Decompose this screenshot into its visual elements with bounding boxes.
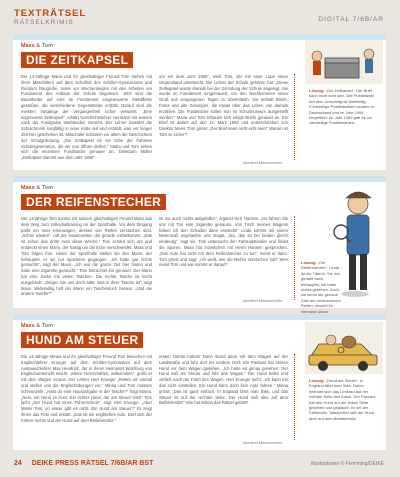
divider xyxy=(294,216,296,300)
article-signature: Manfred Mainzerhöfer xyxy=(243,298,283,303)
solution-text: „Der Reifenstecher“: Linda ist die Täterin. Sie hat gerade noch behauptet, sie habe nichts gesehen. Doch sie kennt die genaue Zahl der zerstochenen Reifen, obwohl ihr niemand davon xyxy=(301,260,341,314)
header-right-label: DIGITAL 7/6B/AR xyxy=(318,16,384,23)
solution-heading: Lösung: xyxy=(309,88,325,93)
solution-heading: Lösung: xyxy=(301,260,317,265)
article-column-2: um ein dem Jahr 1960“, weiß Tom, der mit einer Lupe einen Gegenstand untersucht. Die Lehrer der Schule gehören hat. „Diese Zeitkapsel wurde damals bei der Gründung der Schule angelegt. Sie wurde im Fundament eingemauert, um den Nachkommen einen Gruß aus vergangenen Tagen zu übermitteln. Sie enthält Briefe, Fotos und alte Zeitungen, die etwas über das Leben von damals erzählen. Die Fundstücke sollen nun im Schulmuseum ausgestellt werden.“ Maria und Tom schauen sich einige Briefe genauer an. Ein Brief ist datiert auf den 12. März 1960 und unterschrieben von Direktor Meier. Tom grinst: „Der Brief kann nicht echt sein!“ Warum ist Tom so sicher? xyxy=(159,74,288,137)
article-card-zeitkapsel xyxy=(13,34,386,170)
section-title: TEXTRÄTSEL xyxy=(14,8,87,19)
article-column-1: Der 14-jährige Tom kommt mit seinem gleichaltrigen Freund Maxx aus dem Weg zum Volleyballtraining an der Sporthalle. Vor dem Eingang parkt ein roter Kleinwagen, dessen vier Reifen zerstochen sind. „Schon wieder!“, ruft der Hausmeister, der gerade vorbeikommt. „Das ist schon das dritte Auto diese Woche.“ Tom schaut sich um und entdeckt einen Mann, der hastig um die Ecke verschwindet. Maxx und Tom folgen ihm. Hinter der Sporthalle stellen sie den Mann, der behauptet, er sei nur spazieren gegangen. „Ich habe gar nichts gemacht!“, sagt der Mann. „Ich war die ganze Zeit hier hinten und habe eine Zigarette geraucht.“ Tom betrachtet ihn genauer. Der Mann hat eine Jacke mit vielen Taschen. Die rechte Tasche ist leicht ausgebeult. „Zeigen Sie uns doch bitte, was in Ihrer Tasche ist“, sagt Maxx. Widerwillig holt der Mann ein Taschentuch heraus. „Und die andere Tasche?“ xyxy=(21,216,152,297)
article-title: HUND AM STEUER xyxy=(21,332,143,348)
article-kicker: Maxx & Tom xyxy=(21,185,53,191)
article-kicker: Maxx & Tom xyxy=(21,323,53,329)
illustration-dog-in-car xyxy=(305,322,383,374)
article-card-reifenstecher xyxy=(13,176,386,314)
solution-box xyxy=(309,88,379,164)
solution-box xyxy=(309,378,379,446)
footer-publication: DEIKE PRESS RÄTSEL 7/6B/AR BST xyxy=(31,460,154,467)
article-card-hund-am-steuer xyxy=(13,314,386,450)
article-title: DIE ZEITKAPSEL xyxy=(21,52,133,68)
solution-heading: Lösung: xyxy=(309,378,325,383)
article-column-1: Die 14-Jährige Minna und ihr gleichaltriger Freund Tom besuchen mit Englischlehrer Krueger auf dem Schiller-Gymnasium auf dem Austauschlehrer Max Hendrick, der in ihrem Heimatort Würzburg von Englischunterricht macht. „Meine Herrschaften, willkommen“, grüßt er mit dem Wagen voraus. Der Lehrer Herr Krueger „Reiten wir einmal und stellen uns die Englischübungen vor.“ Minna und Tom müssen schmunzeln. „Hast du eine Hausaufgabe in der Tasche?“ fragt Minna. „Nein, ein Hund im Auto. Ein echter Hund, der am Steuer sitzt!“ Tom lacht „Der Hund hat einen Führerschein“, sagt Herr Krueger. „Aber Mister Tom, so etwas gibt es nicht. Ein Hund am Steuer?“ Er zeigt ihnen das Foto und erklärt: „Das ist ein englisches Auto. Dort sitzt der Fahrer rechts und der Hund auf dem Beifahrersitz.“ xyxy=(21,354,152,423)
card-top-band xyxy=(13,176,386,182)
divider xyxy=(294,354,296,440)
card-top-band xyxy=(13,314,386,320)
solution-text: „Hund am Steuer“: In England fährt man links. Daher befindet sich das Lenkrad auf der rechten Seite des Autos. Der Passant hat den Hund auf der linken Seite gesehen und geglaubt, es sei der Fahrersitz. Tatsächlich saß der Hund aber auf dem Beifahrersitz. xyxy=(309,378,376,421)
article-signature: Manfred Mainzerhöfer xyxy=(243,160,283,165)
article-column-2: ersten Damm-Cabrio! Dann stand dann mit dem Wagen auf der Landstraße und fuhr dort ins vordere Dorf. Ein Passant hat seinen Hund vor dem Wagen gesehen. „Ich habe es genau gesehen: Der Hund saß am Steuer und fuhr den Wagen.“ Der Hund bellte und verließ nach der Fahrt den Wagen. Herr Krueger lacht: „Ich kann mir das nicht vorstellen. Ein Hund kann doch kein Auto fahren.“ Minna grinst: „Das ist ganz einfach. In England fährt man links, und das Steuer ist auf der rechten Seite. Der Hund saß also auf dem Beifahrersitz!“ Wie hat Minna das Rätsel gelöst? xyxy=(159,354,288,406)
article-signature: Manfred Mainzerhöfer xyxy=(243,440,283,445)
footer-credit: Illustrationen © Flemming/DEIKE xyxy=(310,461,384,467)
illustration-detective xyxy=(313,184,383,306)
illustration-time-capsule xyxy=(305,40,383,84)
article-column-1: Die 14-Jährige Maria und ihr gleichaltriger Freund Tom stehen mit ihren Mitschülern auf dem Schulhof des Schiller-Gymnasiums und Rundum Baugrube. Indes vor Wochenbeginn mit den Arbeiten am Fundament des Anbaus der Schule begonnen. Jetzt sind die Bauarbeiter auf eine im Fundament eingemauerte Metallkiste gestoßen, die verschiedene Gegenstände enthält. Darauf sind die meisten Vorgänge der Vergangenheit sicher verwahrt. „Eine sogenannte Zeitkapsel“, erklärt Geschichtslehrer Hermann mit seinem nach der Fundgrube strahlenden Gesicht. Der Lehrer bewahrt die Schulchronik sorgfältig in einer Kiste auf und erzählt, was vor langer Zeit hier geschehen ist. Mitschüler schildern vor allem die Geschichten der Schulgründung. „Die Zeitkapsel ist ein Erbe der früheren Schülergeneration, die wir nun öffnen dürfen.“ Maria und Tom sehen sich die einzelnen Fundstücke genauer an. Direktorin Möller „Zeitkapsel stammt aus dem Jahr 1960“. xyxy=(21,74,152,161)
article-column-2: Ist nur auch nichts aufgefallen“, ergänzt Herr Hansen. „Da fahren Sie uns mit Tim eine Zigarette genauso. Von Tisch meines Wagens haben ich den Schaden dann entdeckt!“ Linda kommt mit einem Metermaß angelaufen und stoppt. „Na, das ist bei beiden gleich eindeutig“, sagt sie. Tom untersucht den Fahrradständer und findet die Spuren. Maxx hat inzwischen mit Herrn Hansen gesprochen. „Das Auto hat nicht mit dem Reifenstecher zu tun“, meint er dann. Tom grinst und sagt: „Ich weiß, wer die Reifen zerstochen hat!“ Wen meint Tom und wie kommt er darauf? xyxy=(159,216,288,268)
section-subtitle: RÄTSELKRIMIS xyxy=(14,19,74,26)
solution-text: „Die Zeitkapsel“: Der Brief kann nicht echt sein. Die Postleitzahl auf dem Umschlag ist fünfstellig. Fünfstellige Postleitzahlen wurden in Deutschland erst im Jahr 1993 eingeführt. Im Jahr 1960 gab es nur vierstellige Postleitzahlen. xyxy=(309,88,375,126)
article-kicker: Maxx & Tom xyxy=(21,43,53,49)
article-title: DER REIFENSTECHER xyxy=(21,194,166,210)
divider xyxy=(294,74,296,160)
page-number: 24 xyxy=(14,460,22,467)
footer-left xyxy=(14,460,161,467)
